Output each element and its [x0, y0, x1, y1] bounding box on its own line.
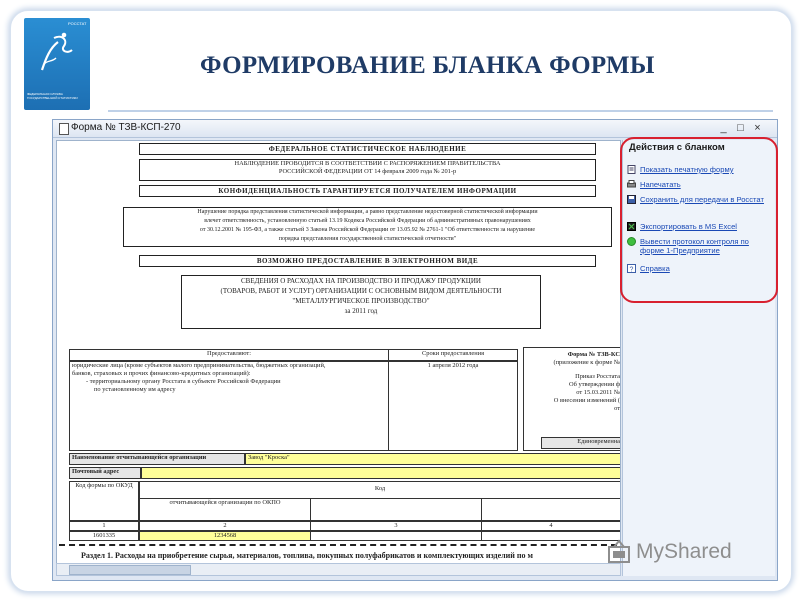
report-title-line-2: (ТОВАРОВ, РАБОТ И УСЛУГ) ОРГАНИЗАЦИИ С ОСНОВНЫМ ВИДОМ ДЕЯТЕЛЬНОСТИ: [220, 287, 502, 295]
maximize-button[interactable]: □: [737, 122, 744, 134]
printer-icon: [627, 180, 636, 189]
conduct-line-2: РОССИЙСКОЙ ФЕДЕРАЦИИ ОТ 14 февраля 2009 года № 201-р: [278, 168, 457, 175]
form-document: [56, 140, 621, 564]
help-icon: [627, 264, 636, 273]
section-divider: [59, 544, 617, 546]
export-excel-link[interactable]: [627, 222, 769, 231]
report-title-line-1: СВЕДЕНИЯ О РАСХОДАХ НА ПРОИЗВОДСТВО И ПРОДАЖУ ПРОДУКЦИИ: [241, 277, 481, 285]
green-circle-icon: [627, 237, 636, 246]
window-titlebar[interactable]: [53, 120, 777, 138]
respondents-line-1: юридические лица (кроме субъектов малого предпринимательства, бюджетных организаций,: [72, 362, 326, 369]
okpo-field[interactable]: 1234568: [139, 531, 311, 541]
conduct-notice: [139, 159, 596, 181]
rosstat-emblem-icon: [24, 18, 90, 88]
save-transfer-icon: [627, 195, 636, 204]
col-number-2: 2: [139, 521, 311, 531]
federal-observation-header: ФЕДЕРАЛЬНОЕ СТАТИСТИЧЕСКОЕ НАБЛЮДЕНИЕ: [139, 143, 596, 155]
report-title-box: [181, 275, 541, 329]
form-number: Форма № ТЗВ-КС: [567, 351, 620, 358]
one-time-label: Единовременна: [541, 437, 620, 449]
respondents-line-4: по установленному им адресу: [94, 386, 176, 393]
col-number-3: 3: [310, 521, 482, 531]
save-for-rosstat-link[interactable]: [627, 195, 769, 204]
respondents-cell: [69, 361, 391, 451]
deadline-cell: 1 апреля 2012 года: [388, 361, 518, 451]
confidentiality-notice: КОНФИДЕНЦИАЛЬНОСТЬ ГАРАНТИРУЕТСЯ ПОЛУЧАТЕЛЕМ ИНФОРМАЦИИ: [139, 185, 596, 197]
show-print-form-link[interactable]: [627, 165, 769, 174]
actions-panel: [622, 140, 775, 576]
okud-value: 1601335: [69, 531, 139, 541]
order-line-5: от: [614, 405, 620, 412]
postal-address-field[interactable]: [141, 467, 620, 479]
violation-line-4: порядка представления государственной статистической отчетности": [278, 236, 457, 242]
okpo-label: отчитывающейся организации по ОКПО: [139, 498, 311, 521]
document-icon: [59, 123, 69, 135]
provides-header: Предоставляют:: [69, 349, 389, 361]
form-number-block: [523, 347, 620, 451]
slide-title: ФОРМИРОВАНИЕ БЛАНКА ФОРМЫ: [200, 52, 655, 79]
action-label-control-protocol: Вывести протокол контроля по форме 1-Предприятие: [640, 237, 749, 255]
action-label-print: Напечатать: [640, 180, 681, 189]
col-number-4: 4: [481, 521, 620, 531]
action-label-show-print-form: Показать печатную форму: [640, 165, 734, 174]
deadlines-header: Сроки предоставления: [388, 349, 518, 361]
order-line-3: от 15.03.2011 №: [576, 389, 620, 396]
logo-top-text: РОССТАТ: [68, 21, 87, 26]
order-line-2: Об утверждении ф: [569, 381, 620, 388]
actions-panel-title: Действия с бланком: [629, 142, 725, 153]
violation-line-3: от 30.12.2001 № 195-ФЗ, а также статьей 3 Закона Российской Федерации от 13.05.92 № 2761-1 "Об ответственности за нарушение: [199, 227, 536, 233]
title-divider: [108, 110, 773, 112]
code-col-4-value: [481, 531, 620, 541]
rosstat-logo: [24, 18, 90, 110]
minimize-button[interactable]: _: [720, 122, 727, 134]
scrollbar-thumb[interactable]: [69, 565, 191, 575]
control-protocol-link[interactable]: [627, 237, 769, 255]
print-link[interactable]: [627, 180, 769, 189]
action-label-save-for-rosstat: Сохранить для передачи в Росстат: [640, 195, 764, 204]
horizontal-scrollbar[interactable]: [56, 563, 621, 576]
help-link[interactable]: [627, 264, 769, 273]
appendix-label: (приложение к форме №: [553, 359, 620, 366]
window-title: Форма № ТЗВ-КСП-270: [71, 122, 181, 133]
watermark-text: MyShared: [636, 540, 732, 563]
form-window: [52, 119, 778, 581]
org-name-label: Наименование отчитывающейся организации: [69, 453, 245, 465]
logo-caption: ФЕДЕРАЛЬНАЯ СЛУЖБА ГОСУДАРСТВЕННОЙ СТАТИСТИКИ: [27, 92, 78, 100]
section-1-title: Раздел 1. Расходы на приобретение сырья, материалов, топлива, покупных полуфабрикатов и комплектующих изделий по м: [81, 551, 533, 560]
report-year: за 2011 год: [344, 307, 378, 315]
respondents-line-2: банков, страховых и прочих финансово-кредитных организаций):: [72, 370, 251, 377]
conduct-line-1: НАБЛЮДЕНИЕ ПРОВОДИТСЯ В СООТВЕТСТВИИ С РАСПОРЯЖЕНИЕМ ПРАВИТЕЛЬСТВА: [234, 160, 501, 167]
order-line-1: Приказ Росстата: [575, 373, 620, 380]
code-header: Код: [139, 481, 620, 499]
violation-line-2: влечет ответственность, установленную статьей 13.19 Кодекса Российской Федерации об административных правонарушениях: [204, 218, 531, 224]
postal-address-label: Почтовый адрес: [69, 467, 141, 479]
printable-form-icon: [627, 165, 636, 174]
code-col-3-header: [310, 498, 482, 521]
svg-text:?: ?: [629, 266, 634, 273]
violation-line-1: Нарушение порядка представления статистической информации, а равно представление недостоверной статистической информации: [197, 209, 538, 215]
code-col-3-value: [310, 531, 482, 541]
col-number-1: 1: [69, 521, 139, 531]
report-title-line-3: "МЕТАЛЛУРГИЧЕСКОЕ ПРОИЗВОДСТВО": [292, 297, 430, 305]
excel-icon: [627, 222, 636, 231]
violation-notice: [123, 207, 612, 247]
action-label-export-excel: Экспортировать в MS Excel: [640, 222, 737, 231]
respondents-line-3: - территориальному органу Росстата в субъекте Российской Федерации: [86, 378, 281, 385]
code-col-4-header: [481, 498, 620, 521]
okud-label: Код формы по ОКУД: [69, 481, 139, 521]
close-button[interactable]: ×: [754, 122, 761, 134]
myshared-icon: [606, 538, 632, 564]
electronic-submission-notice: ВОЗМОЖНО ПРЕДОСТАВЛЕНИЕ В ЭЛЕКТРОННОМ ВИДЕ: [139, 255, 596, 267]
org-name-field[interactable]: Завод "Кроска": [245, 453, 621, 465]
action-label-help: Справка: [640, 264, 670, 273]
order-line-4: О внесении изменений (: [553, 397, 620, 404]
